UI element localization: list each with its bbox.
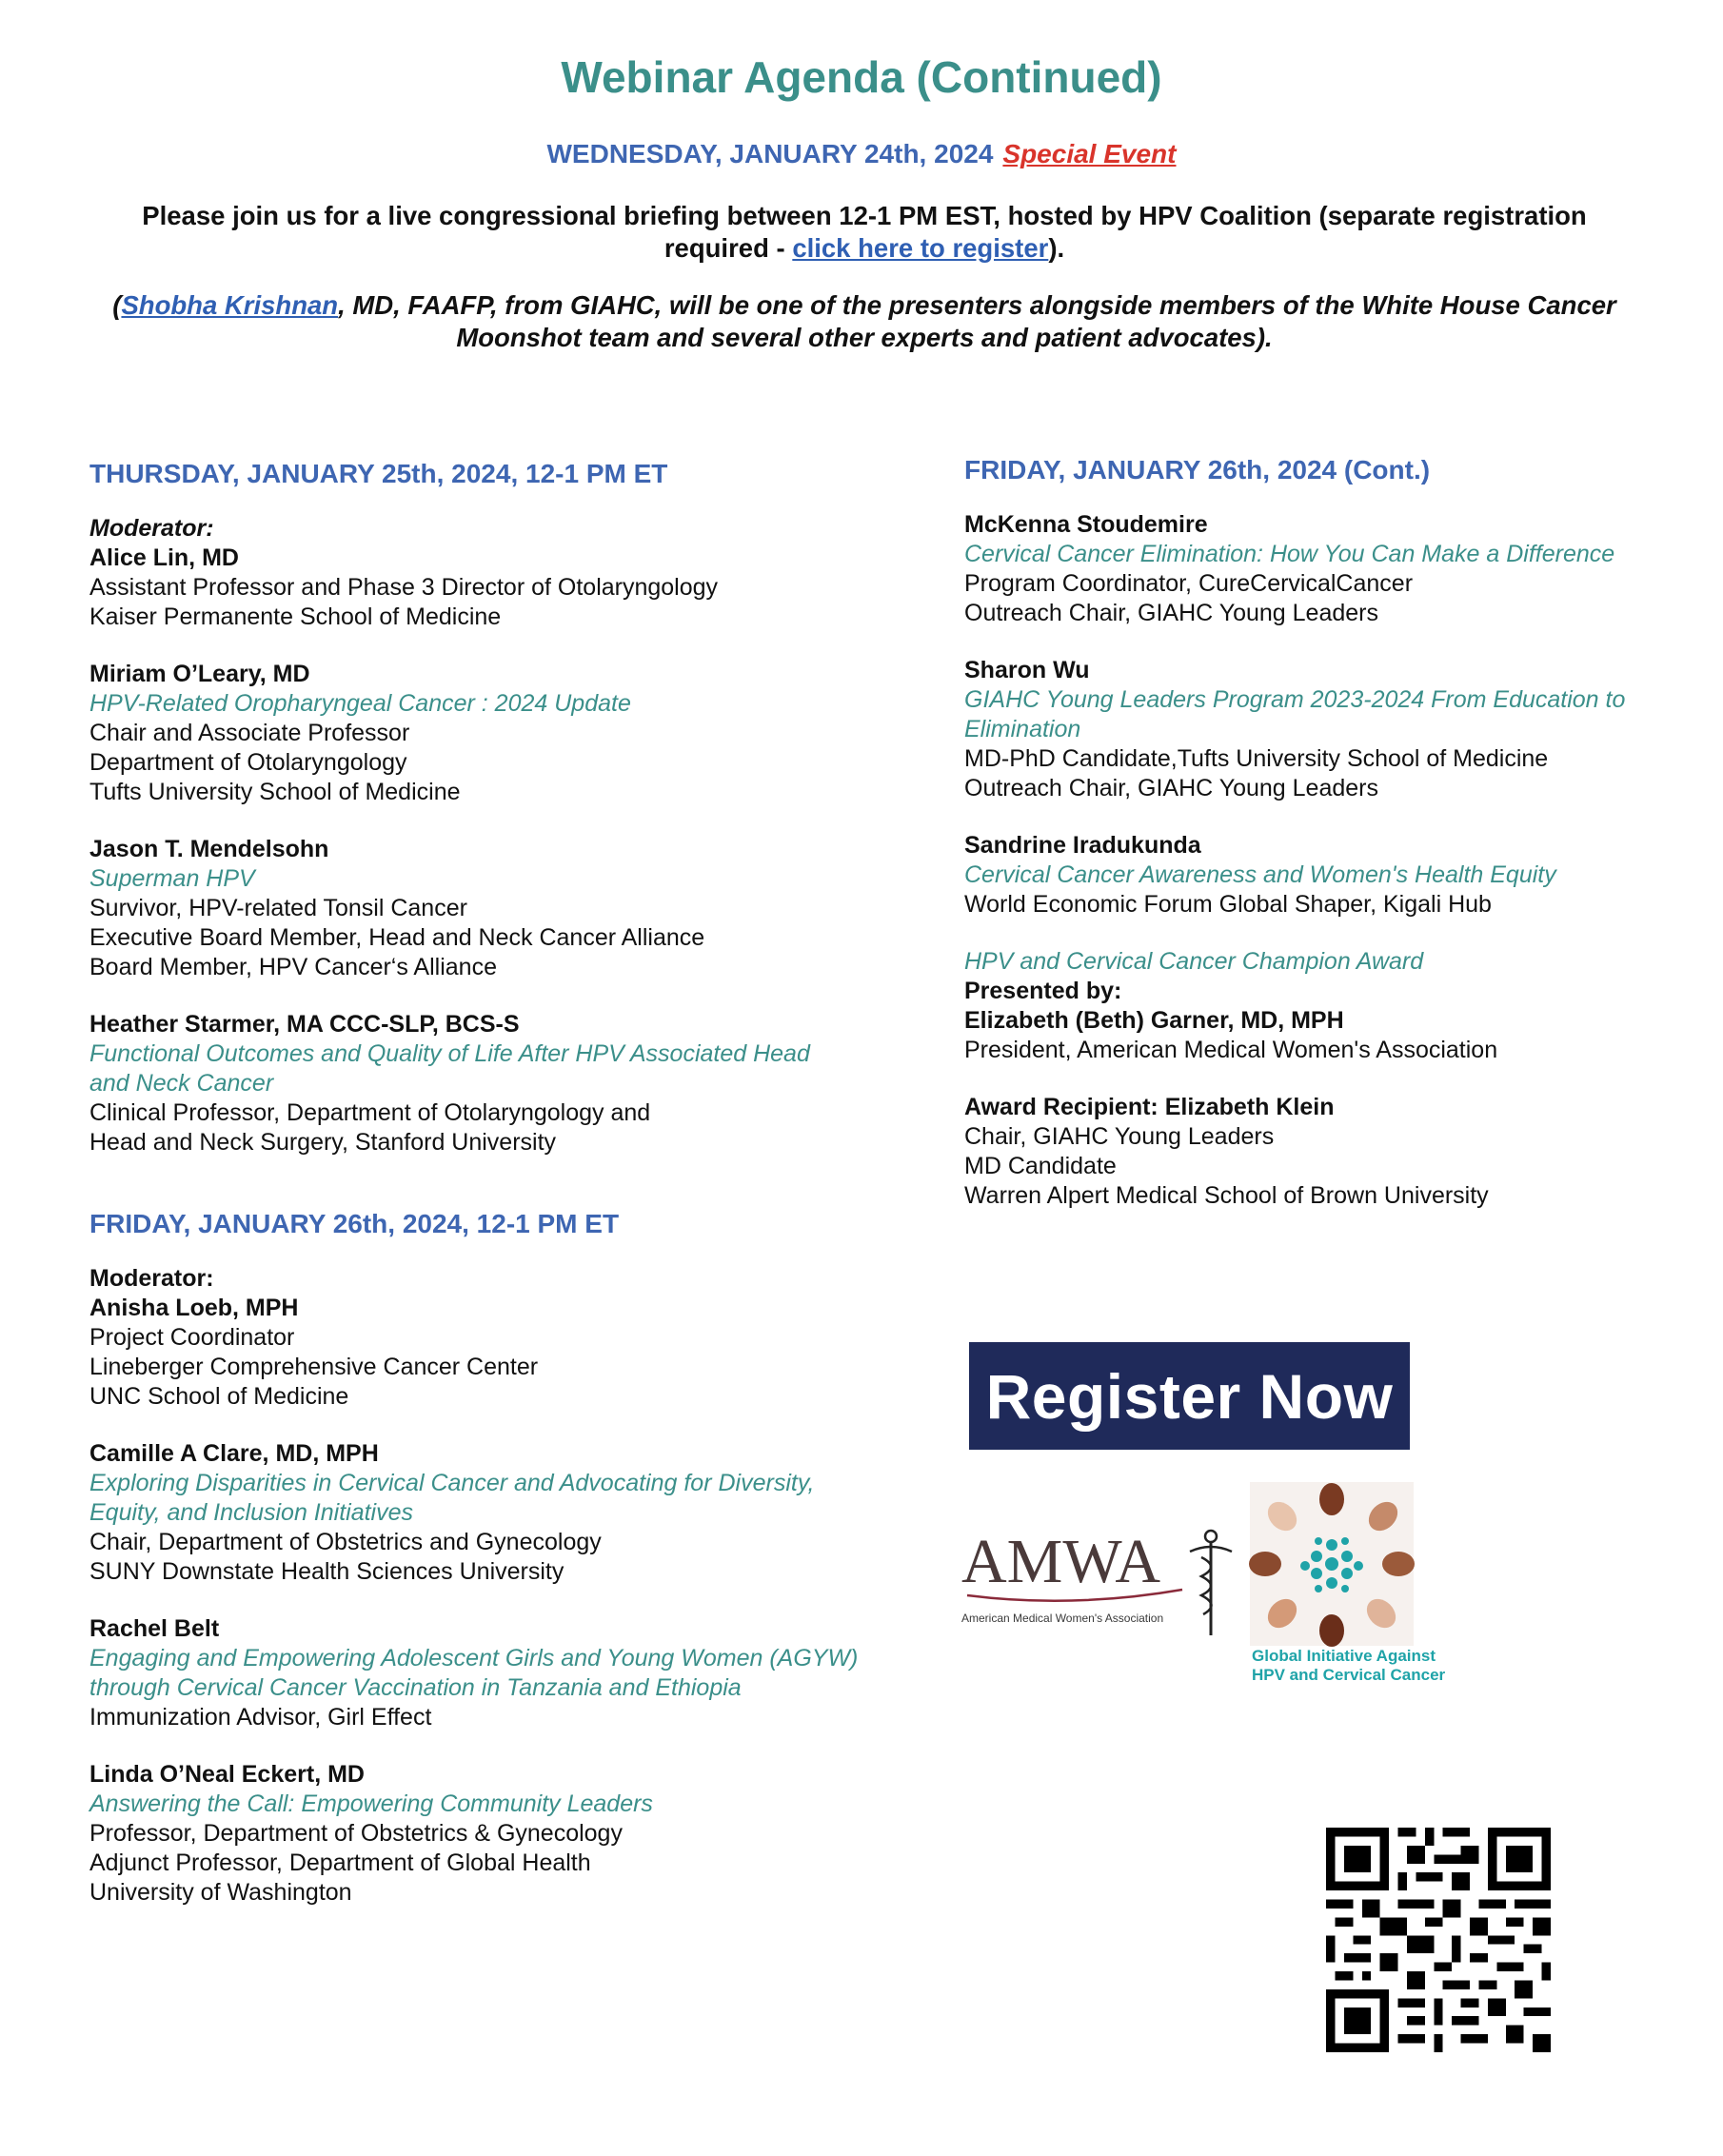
speaker-affiliation: Clinical Professor, Department of Otolaryngology and	[89, 1099, 651, 1126]
speaker-name: Miriam O’Leary, MD	[89, 661, 310, 687]
speaker-affiliation: MD-PhD Candidate,Tufts University School of Medicine	[964, 745, 1549, 772]
speaker-block	[89, 1439, 870, 1587]
speaker-block	[89, 1010, 870, 1157]
qr-code[interactable]	[1326, 1828, 1551, 2052]
presenter-note-text: , MD, FAAFP, from GIAHC, will be one of the presenters alongside members of the White House Cancer Moonshot team and several other experts and patient advocates).	[338, 290, 1616, 352]
presenter-note	[112, 289, 1616, 354]
giahc-logo-line2: HPV and Cervical Cancer	[1252, 1666, 1446, 1684]
award-block	[964, 947, 1659, 1065]
talk-title: Exploring Disparities in Cervical Cancer and Advocating for Diversity, Equity, and Inclusion Initiatives	[89, 1470, 815, 1526]
speaker-name: Alice Lin, MD	[89, 544, 239, 571]
speaker-block	[964, 656, 1659, 803]
award-presenter-affiliation: President, American Medical Women's Association	[964, 1037, 1498, 1063]
speaker-affiliation: Project Coordinator	[89, 1324, 295, 1351]
speaker-affiliation: Executive Board Member, Head and Neck Cancer Alliance	[89, 924, 705, 951]
speaker-affiliation: Adjunct Professor, Department of Global Health	[89, 1849, 591, 1876]
speaker-affiliation: Outreach Chair, GIAHC Young Leaders	[964, 600, 1378, 626]
register-link[interactable]: click here to register	[792, 233, 1049, 263]
speaker-affiliation: Chair and Associate Professor	[89, 720, 410, 746]
caduceus-icon	[1190, 1531, 1232, 1635]
award-recipient: Award Recipient: Elizabeth Klein	[964, 1094, 1335, 1120]
speaker-name: Camille A Clare, MD, MPH	[89, 1440, 379, 1467]
talk-title: HPV-Related Oropharyngeal Cancer : 2024 Update	[89, 690, 631, 717]
speaker-name: Heather Starmer, MA CCC-SLP, BCS-S	[89, 1011, 520, 1038]
award-recipient-block	[964, 1093, 1659, 1211]
giahc-logo-line1: Global Initiative Against	[1252, 1647, 1436, 1665]
talk-title: Answering the Call: Empowering Community Leaders	[89, 1790, 653, 1817]
talk-title: Cervical Cancer Elimination: How You Can Make a Difference	[964, 541, 1615, 567]
speaker-affiliation: World Economic Forum Global Shaper, Kigali Hub	[964, 891, 1492, 918]
open-paren: (	[112, 290, 122, 320]
speaker-affiliation: Immunization Advisor, Girl Effect	[89, 1704, 432, 1731]
award-presenter-name: Elizabeth (Beth) Garner, MD, MPH	[964, 1007, 1344, 1034]
talk-title: Functional Outcomes and Quality of Life After HPV Associated Head and Neck Cancer	[89, 1040, 810, 1097]
recipient-affiliation: MD Candidate	[964, 1153, 1117, 1179]
speaker-name: Sharon Wu	[964, 657, 1090, 683]
speaker-affiliation: University of Washington	[89, 1879, 352, 1906]
left-column	[89, 457, 870, 1935]
presented-by-label: Presented by:	[964, 978, 1122, 1004]
intro-text: Please join us for a live congressional briefing between 12-1 PM EST, hosted by HPV Coalition (separate registration required -	[142, 201, 1587, 263]
speaker-affiliation: Outreach Chair, GIAHC Young Leaders	[964, 775, 1378, 801]
speaker-block	[964, 510, 1659, 628]
speaker-affiliation: SUNY Downstate Health Sciences University	[89, 1558, 564, 1585]
friday-moderator	[89, 1264, 870, 1412]
speaker-affiliation: Survivor, HPV-related Tonsil Cancer	[89, 895, 467, 921]
amwa-logo-text: AMWA	[961, 1527, 1160, 1596]
briefing-intro	[112, 200, 1616, 265]
speaker-affiliation: Assistant Professor and Phase 3 Director of Otolaryngology	[89, 574, 719, 601]
thursday-heading: THURSDAY, JANUARY 25th, 2024, 12-1 PM ET	[89, 459, 668, 488]
speaker-affiliation: Professor, Department of Obstetrics & Gynecology	[89, 1820, 623, 1847]
speaker-affiliation: Lineberger Comprehensive Cancer Center	[89, 1354, 539, 1380]
amwa-logo-subtitle: American Medical Women's Association	[961, 1612, 1164, 1625]
friday-cont-heading: FRIDAY, JANUARY 26th, 2024 (Cont.)	[964, 455, 1431, 485]
talk-title: Cervical Cancer Awareness and Women's Health Equity	[964, 861, 1556, 888]
speaker-name: McKenna Stoudemire	[964, 511, 1208, 538]
wednesday-date: WEDNESDAY, JANUARY 24th, 2024	[546, 139, 994, 168]
speaker-affiliation: Chair, Department of Obstetrics and Gynecology	[89, 1529, 602, 1555]
speaker-name: Jason T. Mendelsohn	[89, 836, 329, 862]
speaker-affiliation: Program Coordinator, CureCervicalCancer	[964, 570, 1414, 597]
presenter-link[interactable]: Shobha Krishnan	[121, 290, 339, 320]
speaker-affiliation: UNC School of Medicine	[89, 1383, 349, 1410]
recipient-affiliation: Chair, GIAHC Young Leaders	[964, 1123, 1275, 1150]
special-event-label: Special Event	[1002, 139, 1177, 168]
intro-text-after: ).	[1048, 233, 1065, 263]
recipient-affiliation: Warren Alpert Medical School of Brown University	[964, 1182, 1489, 1209]
speaker-block	[89, 1614, 870, 1732]
speaker-name: Rachel Belt	[89, 1615, 220, 1642]
speaker-block	[89, 1760, 870, 1908]
speaker-name: Linda O’Neal Eckert, MD	[89, 1761, 365, 1788]
speaker-block	[89, 835, 870, 982]
speaker-affiliation: Kaiser Permanente School of Medicine	[89, 603, 502, 630]
speaker-name: Sandrine Iradukunda	[964, 832, 1201, 859]
talk-title: GIAHC Young Leaders Program 2023-2024 From Education to Elimination	[964, 686, 1626, 742]
talk-title: Engaging and Empowering Adolescent Girls and Young Women (AGYW) through Cervical Cancer Vaccination in Tanzania and Ethiopia	[89, 1645, 859, 1701]
speaker-affiliation: Head and Neck Surgery, Stanford University	[89, 1129, 557, 1156]
speaker-block	[964, 831, 1659, 920]
speaker-affiliation: Board Member, HPV Cancer‘s Alliance	[89, 954, 497, 980]
talk-title: Superman HPV	[89, 865, 255, 892]
right-column	[964, 453, 1659, 1238]
speaker-block	[89, 660, 870, 807]
speaker-name: Anisha Loeb, MPH	[89, 1295, 299, 1321]
speaker-affiliation: Tufts University School of Medicine	[89, 779, 461, 805]
award-title: HPV and Cervical Cancer Champion Award	[964, 948, 1424, 975]
amwa-logo	[958, 1513, 1241, 1637]
moderator-label: Moderator:	[89, 1265, 214, 1292]
moderator-label: Moderator:	[89, 515, 214, 542]
friday-heading: FRIDAY, JANUARY 26th, 2024, 12-1 PM ET	[89, 1209, 620, 1238]
register-now-button[interactable]: Register Now	[969, 1342, 1410, 1450]
wednesday-date-line	[0, 139, 1723, 169]
page-title: Webinar Agenda (Continued)	[561, 52, 1162, 102]
speaker-affiliation: Department of Otolaryngology	[89, 749, 407, 776]
giahc-logo	[1250, 1482, 1446, 1684]
thursday-moderator	[89, 514, 870, 632]
